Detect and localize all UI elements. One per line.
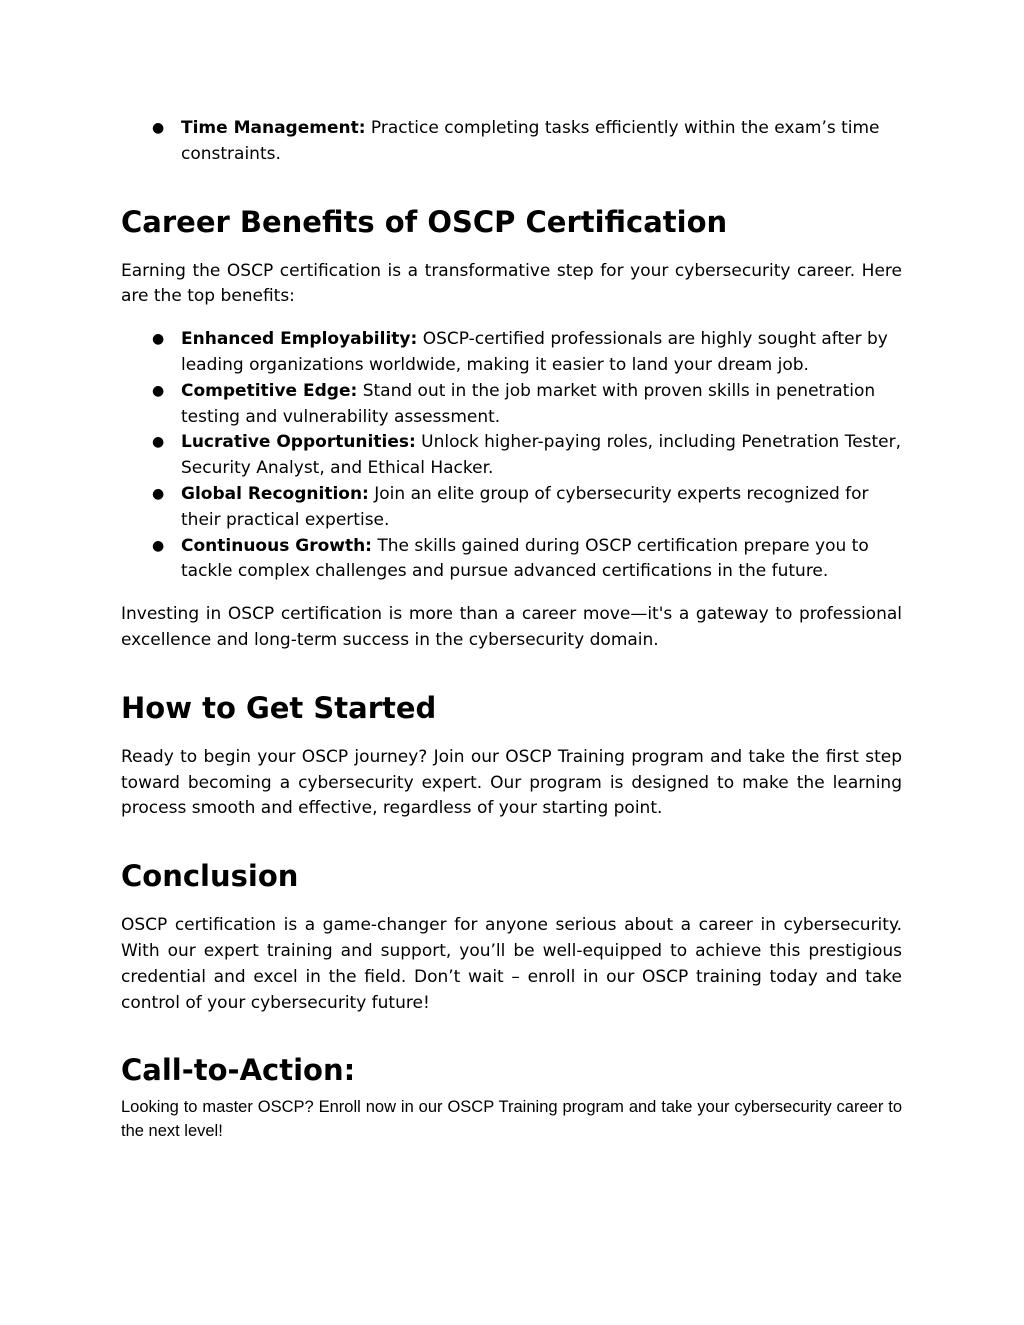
bullet-term: Continuous Growth:	[181, 535, 372, 556]
call-to-action-body: Looking to master OSCP? Enroll now in our OSCP Training program and take your cybersecurity career to the next level!	[121, 1098, 902, 1141]
bullet-icon: ●	[152, 434, 165, 451]
bullet-text: Unlock higher-paying roles, including Penetration Tester, Security Analyst, and Ethical Hacker.	[181, 432, 902, 479]
bullet-text: OSCP-certified professionals are highly sought after by leading organizations worldwide, making it easier to land your dream job.	[181, 329, 888, 375]
list-item	[121, 327, 902, 379]
list-item	[121, 116, 902, 168]
list-item	[121, 379, 902, 431]
bullet-icon: ●	[152, 485, 165, 502]
bullet-term: Time Management:	[181, 118, 366, 138]
bullet-term: Global Recognition:	[181, 483, 369, 504]
bullet-text: Join an elite group of cybersecurity experts recognized for their practical expertise.	[181, 483, 869, 530]
section-heading-career-benefits: Career Benefits of OSCP Certification	[121, 204, 728, 239]
career-benefits-closing: Investing in OSCP certification is more than a career move—it's a gateway to professional excellence and long-term success in the cybersecurity domain.	[121, 604, 902, 650]
bullet-icon: ●	[152, 331, 165, 348]
conclusion-body: OSCP certification is a game-changer for anyone serious about a career in cybersecurity. With our expert training and support, you’ll be well-equipped to achieve this prestigious credential and excel in the field. Don’t wait – enroll in our OSCP training today and take control of your cybersecurity future!	[121, 915, 902, 1013]
bullet-term: Lucrative Opportunities:	[181, 432, 416, 453]
get-started-body: Ready to begin your OSCP journey? Join our OSCP Training program and take the first step toward becoming a cybersecurity expert. Our program is designed to make the learning process smooth and effective, regardless of your starting point.	[121, 746, 902, 819]
section-heading-call-to-action: Call-to-Action:	[121, 1053, 356, 1088]
list-item	[121, 482, 902, 534]
bullet-term: Competitive Edge:	[181, 380, 358, 401]
document-page	[121, 116, 902, 1143]
list-item	[121, 430, 902, 482]
bullet-icon: ●	[152, 382, 165, 399]
bullet-text: Practice completing tasks efficiently within the exam’s time constraints.	[181, 118, 880, 164]
section-heading-conclusion: Conclusion	[121, 859, 299, 894]
career-benefits-intro: Earning the OSCP certification is a transformative step for your cybersecurity career. Here are the top benefits:	[121, 260, 902, 307]
bullet-term: Enhanced Employability:	[181, 329, 418, 350]
benefits-bullet-list	[121, 327, 902, 585]
bullet-text: The skills gained during OSCP certification prepare you to tackle complex challenges and pursue advanced certifications in the future.	[181, 535, 869, 582]
bullet-text: Stand out in the job market with proven skills in penetration testing and vulnerability assessment.	[181, 380, 876, 427]
bullet-icon: ●	[152, 120, 165, 136]
section-heading-get-started: How to Get Started	[121, 690, 437, 725]
list-item	[121, 534, 902, 586]
bullet-icon: ●	[152, 537, 165, 554]
intro-bullet-list	[121, 116, 902, 168]
